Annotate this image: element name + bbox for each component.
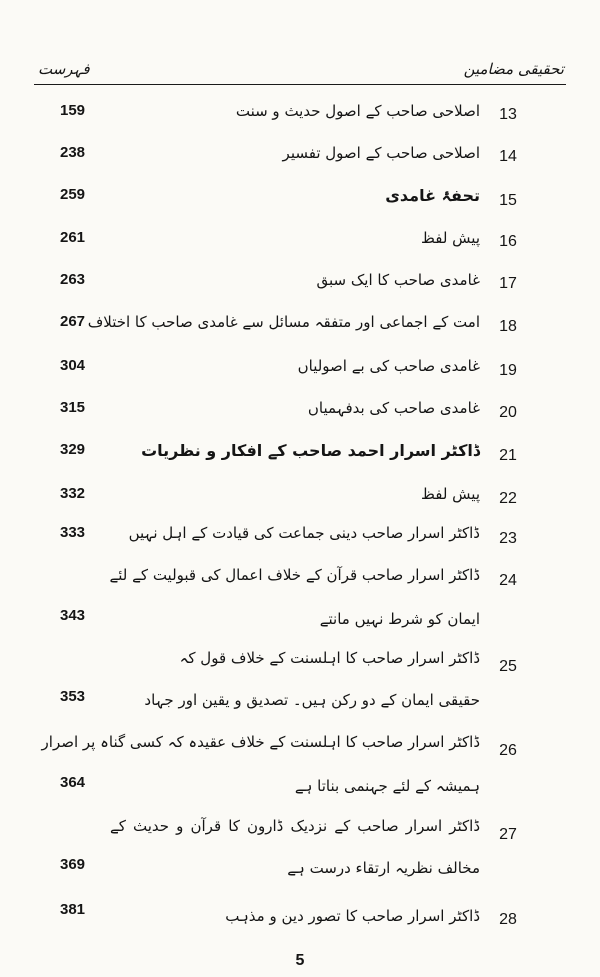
entry-number: 15 — [499, 192, 517, 209]
entry-title: ڈاکٹر اسرار صاحب دینی جماعت کی قیادت کے اہل نہیں — [128, 524, 480, 542]
entry-page-number: 353 — [60, 688, 86, 705]
running-header — [34, 58, 566, 85]
entry-title: اصلاحی صاحب کے اصول تفسیر — [282, 144, 480, 162]
entry-page-number: 369 — [60, 856, 86, 873]
entry-page-number: 343 — [60, 607, 86, 624]
entry-page-number: 304 — [60, 357, 86, 374]
entry-number: 21 — [499, 447, 517, 464]
entry-title: پیش لفظ — [421, 485, 480, 503]
entry-number: 25 — [499, 658, 517, 675]
entry-page-number: 333 — [60, 524, 86, 541]
entry-title-line-2: ایمان کو شرط نہیں مانتے — [319, 610, 480, 628]
entry-title: اصلاحی صاحب کے اصول حدیث و سنت — [235, 102, 480, 120]
entry-title: امت کے اجماعی اور متفقہ مسائل سے غامدی صاحب کا اختلاف — [87, 313, 480, 331]
entry-number: 23 — [499, 530, 517, 547]
entry-title: غامدی صاحب کا ایک سبق — [316, 271, 480, 289]
entry-title-line-1: ڈاکٹر اسرار صاحب قرآن کے خلاف اعمال کی قبولیت کے لئے — [109, 566, 480, 584]
entry-page-number: 332 — [60, 485, 86, 502]
page-number: 5 — [295, 952, 305, 969]
entry-page-number: 315 — [60, 399, 86, 416]
entry-page-number: 259 — [60, 186, 86, 203]
entry-page-number: 381 — [60, 901, 86, 918]
entry-title: پیش لفظ — [421, 229, 480, 247]
entry-number: 16 — [499, 233, 517, 250]
entry-page-number: 159 — [60, 102, 86, 119]
entry-number: 13 — [499, 106, 517, 123]
entry-title-line-2: مخالف نظریہ ارتقاء درست ہے — [287, 859, 480, 877]
entry-page-number: 267 — [60, 313, 86, 330]
entry-title-line-1: ڈاکٹر اسرار صاحب کا اہلسنت کے خلاف عقیدہ کہ کسی گناہ پر اصرار — [41, 733, 480, 751]
entry-page-number: 238 — [60, 144, 86, 161]
entry-page-number: 329 — [60, 441, 86, 458]
entry-title: ڈاکٹر اسرار صاحب کا تصور دین و مذہب — [225, 907, 480, 925]
entry-title-line-1: ڈاکٹر اسرار صاحب کا اہلسنت کے خلاف قول کہ — [179, 649, 480, 667]
entry-title: غامدی صاحب کی بدفہمیاں — [307, 399, 480, 417]
entry-number: 22 — [499, 490, 517, 507]
entry-number: 24 — [499, 572, 517, 589]
entry-number: 18 — [499, 318, 517, 335]
entry-page-number: 263 — [60, 271, 86, 288]
entry-number: 27 — [499, 826, 517, 843]
entry-number: 28 — [499, 911, 517, 928]
section-heading: تحفۂ غامدی — [385, 186, 480, 205]
entry-title: غامدی صاحب کی بے اصولیاں — [297, 357, 480, 375]
entry-title-line-2: حقیقی ایمان کے دو رکن ہیں۔ تصدیق و یقین اور جہاد — [144, 691, 480, 709]
header-contents-label: فہرست — [38, 60, 90, 78]
entry-number: 19 — [499, 362, 517, 379]
entry-number: 17 — [499, 275, 517, 292]
header-book-title: تحقیقی مضامین — [463, 60, 564, 78]
entry-title-line-1: ڈاکٹر اسرار صاحب کے نزدیک ڈارون کا قرآن و حدیث کے — [110, 817, 480, 835]
entry-page-number: 364 — [60, 774, 86, 791]
entry-page-number: 261 — [60, 229, 86, 246]
entry-title-line-2: ہمیشہ کے لئے جہنمی بناتا ہے — [294, 777, 480, 795]
entry-number: 26 — [499, 742, 517, 759]
section-heading: ڈاکٹر اسرار احمد صاحب کے افکار و نظریات — [141, 441, 480, 460]
entry-number: 20 — [499, 404, 517, 421]
entry-number: 14 — [499, 148, 517, 165]
